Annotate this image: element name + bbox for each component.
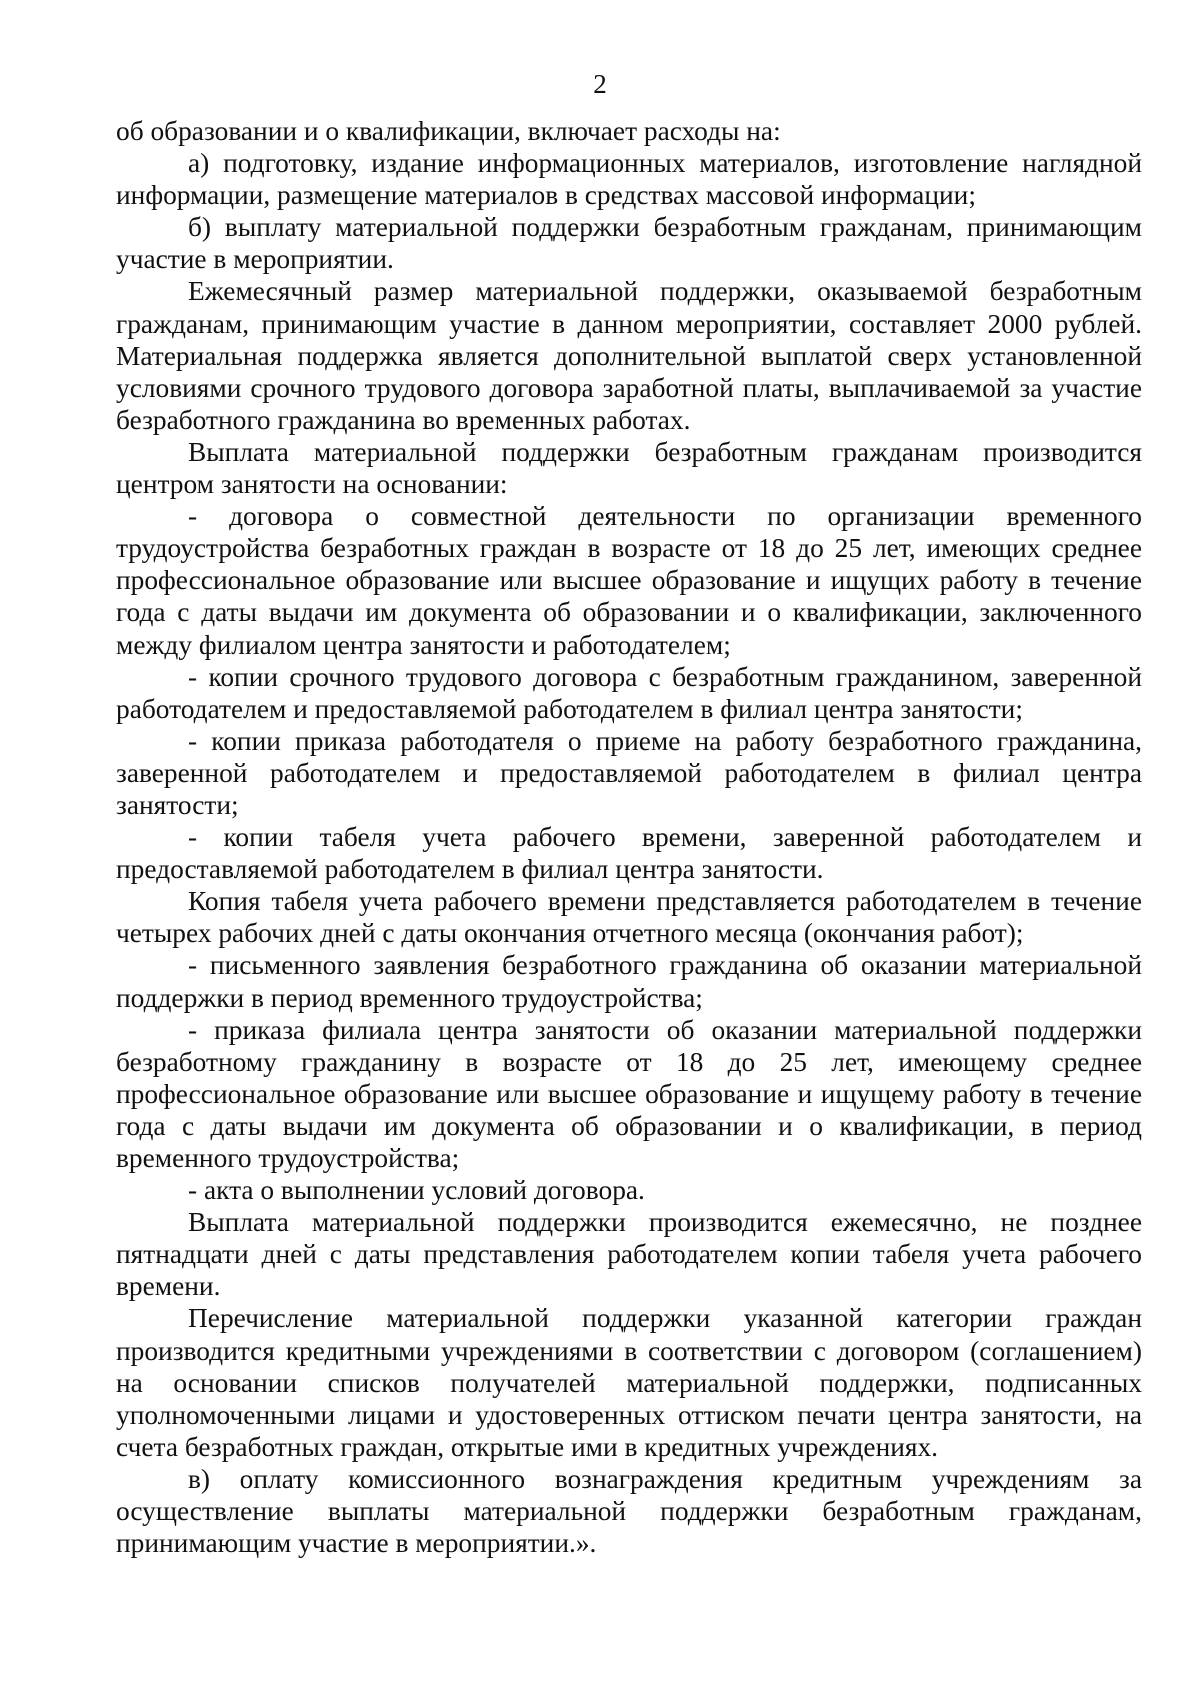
paragraph: а) подготовку, издание информационных материалов, изготовление наглядной информации, размещение материалов в средствах массовой информации; xyxy=(116,148,1142,211)
paragraph: Перечисление материальной поддержки указанной категории граждан производится кредитными учреждениями в соответствии с договором (соглашением) на основании списков получателей материальной поддержки, подписанных уполномоченными лицами и удостоверенных оттиском печати центра занятости, на счета безработных граждан, открытые ими в кредитных учреждениях. xyxy=(116,1303,1142,1462)
document-body xyxy=(116,115,1142,1559)
paragraph: в) оплату комиссионного вознаграждения кредитным учреждениям за осуществление выплаты материальной поддержки безработным гражданам, принимающим участие в мероприятии.». xyxy=(116,1463,1142,1559)
paragraph: - акта о выполнении условий договора. xyxy=(188,1175,645,1206)
paragraph: - копии срочного трудового договора с безработным гражданином, заверенной работодателем и предоставляемой работодателем в филиал центра занятости; xyxy=(116,661,1142,724)
paragraph: Ежемесячный размер материальной поддержки, оказываемой безработным гражданам, принимающим участие в данном мероприятии, составляет 2000 рублей. Материальная поддержка является дополнительной выплатой сверх установленной условиями срочного трудового договора заработной платы, выплачиваемой за участие безработного гражданина во временных работах. xyxy=(116,276,1142,435)
paragraph: Выплата материальной поддержки производится ежемесячно, не позднее пятнадцати дней с даты представления работодателем копии табеля учета рабочего времени. xyxy=(116,1207,1142,1302)
paragraph: - договора о совместной деятельности по организации временного трудоустройства безработных граждан в возрасте от 18 до 25 лет, имеющих среднее профессиональное образование или высшее образование и ищущих работу в течение года с даты выдачи им документа об образовании и о квалификации, заключенного между филиалом центра занятости и работодателем; xyxy=(116,501,1142,660)
paragraph: - письменного заявления безработного гражданина об оказании материальной поддержки в период временного трудоустройства; xyxy=(116,950,1142,1013)
paragraph: - копии приказа работодателя о приеме на работу безработного гражданина, заверенной работодателем и предоставляемой работодателем в филиал центра занятости; xyxy=(116,725,1142,820)
paragraph: Копия табеля учета рабочего времени представляется работодателем в течение четырех рабочих дней с даты окончания отчетного месяца (окончания работ); xyxy=(116,886,1142,949)
page-number: 2 xyxy=(593,69,607,99)
paragraph: Выплата материальной поддержки безработным гражданам производится центром занятости на основании: xyxy=(116,436,1142,500)
paragraph: б) выплату материальной поддержки безработным гражданам, принимающим участие в мероприятии. xyxy=(116,212,1142,275)
paragraph: об образовании и о квалификации, включает расходы на: xyxy=(116,116,781,146)
paragraph: - приказа филиала центра занятости об оказании материальной поддержки безработному гражданину в возрасте от 18 до 25 лет, имеющему среднее профессиональное образование или высшее образование и ищущему работу в течение года с даты выдачи им документа об образовании и о квалификации, в период временного трудоустройства; xyxy=(116,1014,1142,1173)
paragraph: - копии табеля учета рабочего времени, заверенной работодателем и предоставляемой работодателем в филиал центра занятости. xyxy=(116,822,1142,885)
